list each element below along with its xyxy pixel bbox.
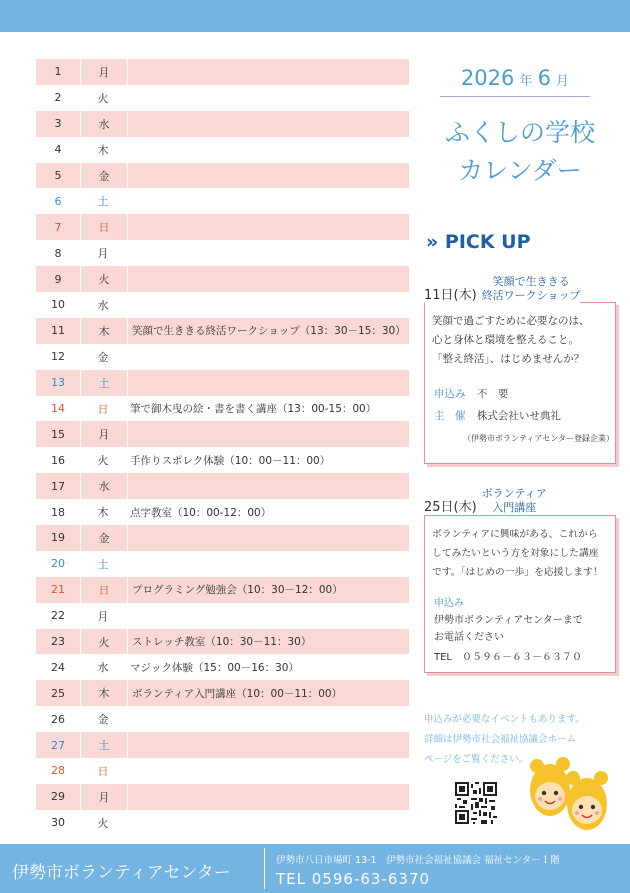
calendar-weekday: 土: [97, 557, 109, 571]
calendar-event: [127, 421, 409, 447]
month-heading: [440, 66, 590, 90]
calendar-row: [36, 680, 409, 706]
calendar-row: [36, 654, 409, 680]
pickup-host: [434, 407, 561, 426]
calendar-weekday: 月: [97, 609, 109, 623]
calendar-day: 24: [51, 660, 65, 674]
calendar-event: [127, 370, 409, 396]
calendar-weekday: 木: [80, 318, 127, 344]
apply-label: 申込み: [434, 598, 464, 609]
footer-divider: [264, 848, 265, 889]
calendar-weekday: 月: [80, 421, 127, 447]
calendar-row: [36, 732, 409, 758]
calendar-row: [36, 499, 409, 525]
pickup-heading: [426, 231, 531, 253]
page-title: [420, 114, 620, 190]
calendar-day: 12: [51, 350, 65, 364]
calendar-row: [36, 344, 409, 370]
calendar-row: [36, 447, 409, 473]
apply-label: 申込み: [434, 388, 466, 400]
calendar-row: [36, 240, 409, 266]
calendar-row: [36, 758, 409, 784]
top-bar: [0, 0, 630, 32]
pickup-apply: [434, 385, 508, 404]
calendar-weekday: 木: [97, 506, 109, 520]
apply-tel: TEL ０５９６－６３－６３７０: [434, 652, 582, 663]
calendar-row: [36, 85, 409, 111]
calendar-event: [127, 59, 409, 85]
calendar-event: ボランティア入門講座（10：00－11：00）: [127, 680, 409, 706]
calendar-weekday: 土: [80, 732, 127, 758]
calendar-day: 8: [54, 246, 62, 260]
calendar-weekday: 月: [80, 59, 127, 85]
calendar-row: [36, 214, 409, 240]
calendar-day: 25: [51, 686, 65, 700]
calendar-weekday: 火: [97, 91, 109, 105]
calendar-event: 筆で御木曳の絵・書を書く講座（13：00-15：00）: [130, 403, 377, 416]
pickup-card-workshop-header: [424, 273, 580, 303]
calendar-day: 30: [51, 816, 65, 830]
calendar-day: 16: [51, 453, 65, 467]
calendar-row: [36, 59, 409, 85]
calendar-row: [36, 629, 409, 655]
calendar-row: [36, 137, 409, 163]
calendar-event: [127, 214, 409, 240]
pickup-apply: [434, 595, 583, 666]
calendar-day: 22: [51, 609, 65, 623]
calendar-weekday: 日: [97, 764, 109, 778]
info-line: 詳細は伊勢市社会福祉協議会ホーム: [424, 734, 577, 745]
description-line: 心と身体と環境を整えること。: [432, 334, 579, 346]
host-label: 主 催: [434, 410, 466, 422]
info-line: 申込みが必要なイベントもあります。: [424, 714, 585, 725]
pickup-label: PICK UP: [444, 231, 531, 253]
calendar-weekday: 火: [97, 816, 109, 830]
calendar-event: [127, 525, 409, 551]
calendar-weekday: 金: [80, 525, 127, 551]
double-chevron-icon: »: [426, 231, 439, 253]
calendar-weekday: 月: [97, 247, 109, 261]
apply-value: 不 要: [476, 388, 509, 400]
calendar-day: 4: [54, 143, 62, 157]
calendar-table: [36, 59, 409, 836]
month-divider: [440, 96, 590, 97]
calendar-event: マジック体験（15：00－16：30）: [130, 661, 299, 674]
calendar-row: [36, 266, 409, 292]
year-unit: 年: [519, 74, 533, 89]
description-line: です。「はじめの一歩」を応援します！: [432, 567, 603, 578]
calendar-event: [127, 732, 409, 758]
calendar-weekday: 日: [80, 214, 127, 240]
footer-org-name: 伊勢市ボランティアセンター: [12, 863, 231, 883]
calendar-row: [36, 188, 409, 214]
calendar-weekday: 木: [80, 680, 127, 706]
qr-code-icon: [455, 782, 497, 824]
apply-line: 伊勢市ボランティアセンターまで: [434, 615, 583, 626]
calendar-day: 7: [54, 220, 62, 234]
calendar-day: 5: [54, 169, 62, 182]
calendar-row: [36, 292, 409, 318]
calendar-day: 11: [51, 324, 65, 338]
pickup-title-line-2: 終活ワークショップ: [481, 289, 581, 302]
calendar-weekday: 金: [97, 713, 109, 727]
description-line: 「整え終活」、はじめませんか？: [432, 353, 585, 365]
calendar-row: [36, 163, 409, 189]
calendar-row: [36, 784, 409, 810]
calendar-day: 13: [51, 376, 65, 390]
calendar-weekday: 日: [80, 577, 127, 603]
calendar-event: 手作りスポレク体験（10：00－11：00）: [130, 454, 331, 467]
calendar-weekday: 水: [80, 111, 127, 137]
calendar-day: 27: [51, 738, 65, 752]
description-line: 笑顔で過ごすために必要なのは、: [432, 315, 590, 327]
calendar-weekday: 金: [80, 163, 127, 189]
pickup-event-title: [482, 275, 581, 303]
calendar-row: [36, 396, 409, 422]
title-line-1: ふくしの学校: [444, 118, 595, 147]
calendar-day: 21: [51, 583, 65, 597]
calendar-event: [127, 784, 409, 810]
calendar-day: 19: [51, 531, 65, 545]
calendar-event: 点字教室（10：00-12：00）: [130, 506, 272, 519]
calendar-weekday: 火: [97, 454, 109, 468]
calendar-row: [36, 421, 409, 447]
calendar-day: 14: [51, 402, 65, 416]
calendar-day: 20: [51, 557, 65, 571]
calendar-weekday: 金: [97, 350, 109, 364]
calendar-day: 29: [51, 790, 65, 804]
calendar-event: [127, 266, 409, 292]
calendar-day: 2: [54, 91, 62, 105]
calendar-event: [127, 473, 409, 499]
calendar-event: ストレッチ教室（10：30－11：30）: [127, 629, 409, 655]
footer-address: 伊勢市八日市場町 13-1 伊勢市社会福祉協議会 福祉センター１階: [276, 855, 560, 866]
pickup-event-title: [482, 487, 547, 515]
pickup-description: [432, 312, 590, 369]
month-unit: 月: [556, 74, 570, 89]
calendar-day: 10: [51, 298, 65, 312]
calendar-weekday: 月: [80, 784, 127, 810]
calendar-row: [36, 111, 409, 137]
pickup-date: 25日(木): [424, 500, 477, 515]
calendar-row: [36, 810, 409, 836]
description-line: してみたいという方を対象にした講座: [432, 548, 599, 559]
pickup-title-line-1: ボランティア: [481, 487, 547, 500]
calendar-event: [127, 163, 409, 189]
pickup-card-volunteer-header: [424, 485, 547, 515]
calendar-day: 28: [51, 764, 65, 778]
calendar-row: [36, 577, 409, 603]
calendar-day: 26: [51, 712, 65, 726]
calendar-day: 17: [51, 479, 65, 493]
calendar-weekday: 水: [80, 473, 127, 499]
calendar-weekday: 土: [97, 195, 109, 209]
calendar-row: [36, 706, 409, 732]
calendar-row: [36, 603, 409, 629]
calendar-weekday: 火: [80, 629, 127, 655]
calendar-weekday: 水: [97, 661, 109, 675]
calendar-weekday: 土: [80, 370, 127, 396]
calendar-day: 9: [54, 272, 62, 286]
pickup-title-line-1: 笑顔で生ききる: [492, 275, 570, 288]
calendar-event: [127, 111, 409, 137]
calendar-row: [36, 318, 409, 344]
calendar-day: 1: [54, 65, 62, 79]
calendar-weekday: 日: [97, 402, 109, 416]
year: 2026: [460, 66, 515, 90]
calendar-day: 15: [51, 427, 65, 441]
title-line-2: カレンダー: [458, 156, 582, 185]
calendar-day: 18: [51, 505, 65, 519]
calendar-row: [36, 473, 409, 499]
calendar-day: 6: [54, 194, 62, 208]
calendar-weekday: 火: [80, 266, 127, 292]
calendar-row: [36, 525, 409, 551]
month: 6: [537, 66, 551, 90]
apply-line: お電話ください: [434, 632, 504, 643]
calendar-weekday: 木: [97, 143, 109, 157]
mascot-characters: [528, 752, 610, 838]
calendar-day: 3: [54, 117, 62, 131]
description-line: ボランティアに興味がある、これから: [432, 529, 598, 540]
info-line: ページをご覧ください。: [424, 754, 529, 765]
pickup-date: 11日(木): [424, 288, 477, 303]
calendar-weekday: 水: [97, 298, 109, 312]
pickup-description: [432, 525, 603, 582]
pickup-title-line-2: 入門講座: [492, 501, 537, 514]
qr-code[interactable]: [455, 782, 497, 824]
calendar-row: [36, 551, 409, 577]
calendar-day: 23: [51, 635, 65, 649]
mascot-icon: [528, 752, 610, 834]
calendar-row: [36, 370, 409, 396]
host-note: （伊勢市ボランティアセンター登録企業）: [463, 434, 614, 443]
calendar-event: 笑顔で生ききる終活ワークショップ（13：30－15：30）: [127, 318, 409, 344]
host-value: 株式会社いせ典礼: [476, 410, 561, 422]
footer: [0, 844, 630, 893]
calendar-event: プログラミング勉強会（10：30－12：00）: [127, 577, 409, 603]
footer-tel: TEL 0596-63-6370: [276, 870, 431, 888]
